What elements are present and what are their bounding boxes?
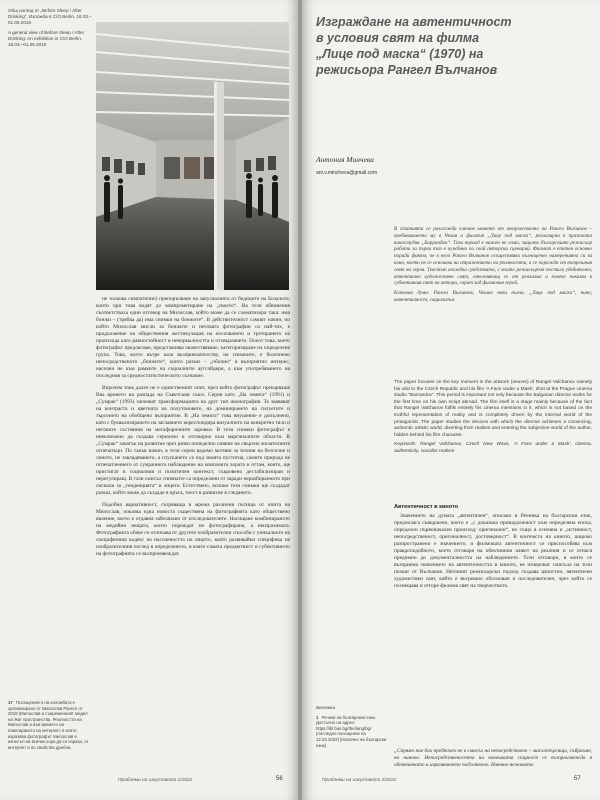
block-quote: „Спрямо ние бих предпочел не в смисъл на непосредствено – маслотърсящо, събрахме, но наново. Непосредствеността на човешката същност се възпроизвежда в обективното и изразяването подготвено. Именно неживото bbox=[394, 748, 592, 768]
article-title: Изграждане на автентичност в условия свят на филма „Лице под маска“ (1970) на режисьора Рангел Вълчанов bbox=[316, 15, 512, 77]
abstract-english bbox=[394, 380, 592, 456]
caption-bulgarian: Общ изглед от „Before Sleep / After Drinking“, Изложба в C/O Berlin, 18.03.–01.06.2019 bbox=[8, 8, 92, 25]
footnote-right bbox=[316, 706, 388, 748]
paragraph: Впрочем това далеч не е единственият опит, през който фотографът прекарваше Вва времето на разпада на Съветския съюз. Серия като „На земята“ (1991) и „Сумрак“ (1993) започват трансформацията на друг тип иконография. Те заявяват на контраста и цветната на полутоновете, на доминирането на силуетите и търсенето на обобщено възприятие. В „На земята“ това внушение е допълнено, като с буквализирането на заглавието кореспондира визуалното на конкретно тяло и неговите състояния на метафоричните заровки. В тези снимки фотографът е невъзможно да създава сериозно и отговорно към маргиналните области. В „Сумрак“ зачатък на развитие чрез рязко понеделно сияние на свърхно желателните отпечатъци. По такъв начин, в тези серии вадемо мотиви за техния на безсилие и лоното, не завладяването, а спускането се под земята пустотна, самите природа не отпечатлението от сумрачното наблюдение на комплекта хората и оттам, които, ще пристигат в социалния и политичен контекст, съкровено дестабилизиран и нерегулиращ. В тази смисъл снимките са определени от заради неразбираемото при сигнали за „тенденцията“ в лицето. Естествено, всички тези снимки ще създадат разказ, който може да създаде в кръга, тоест в развитие в гледането. bbox=[96, 385, 290, 496]
section-heading: Автентичност в киното bbox=[394, 504, 459, 510]
paragraph: не толкова симпатично) препоръчване на закусвалнята от беднците на Бозалите, които при това водят до компрометиране на „своето“. На тези обвинения съответстваха един отговор на Милослав, който може да се схематизира така: има бонжи – (трябва да) има снимки на бонжите“. В действителност самият начин, по който Милослав мисли за бонжите и неговата фотографии са най-тих, е продължение на обществения жестикулация на посочването и третирането на произхода като равностойност в ненормалността и отхвърлянето. Поеот това, което фотографът предлагаме, представлява окачествяване, категоризиране на определена група. Това, което вътре каза възприемателству, на снимките, е болезнено непосредственото „бонжите“, които разказ – „обилно“ и възприятно интерес, насочен не към рамките на социалните аутсайдери, а към употребяването на последния за средностатистическото съзнание. bbox=[96, 296, 290, 379]
left-page bbox=[0, 0, 298, 800]
footnote-number: 17 bbox=[8, 700, 13, 705]
footnote-text: Посещението на изложбата е организирано от Милослав Рангел от 2019 (Милослав и съвременният модел на Жиг пространства. Реалността на Милослав и във времето на пакетирането на интернет, в която изразява фотографът Милослав е изнесъл на всички хора да се изрази, от интернет и по свойства дребна. bbox=[8, 700, 89, 750]
photo-caption bbox=[8, 8, 92, 52]
footnotes-heading: Бележки bbox=[316, 706, 336, 711]
keywords-english: Keywords: Rangel Valchanov, Czech New Wave, 'A Face under a Mask', cinema, authenticity, socialist realism bbox=[394, 442, 592, 454]
footnote-number: 1 bbox=[316, 714, 319, 720]
author-name: Антония Минчева bbox=[316, 155, 374, 164]
abstract-text: The paper focuses on the key moment in the artwork (oeuvre) of Rangel Valchanov namely his visit to the Czech Republic and his film 'A Face under a Mask', shot at the Prague cinema studio "Barrandov". This period is important not only because the Bulgarian director works for the first time on his own script abroad. The film itself is a stage mainly because of the fact that Rangel Valchanov fulfils entirely his cinema intentions in it, which is not based on the truthful representation of reality and is completely driven by the internal world of the protagonist. The paper studies the devices with which the director achieves a convincing, authentic artistic world, diverting from realism and entering the subjective world of the author, hidden behind his film character. bbox=[394, 380, 592, 438]
abstract-bulgarian bbox=[394, 226, 592, 304]
paragraph: Подобна вариативност, съзряваща в мрежа различни пътища от опита на Милослав, показва една новоста съществена на фотографията като обществено явление, което е отдавна забелязано от изследователите. Насищане комбинираното на медийни нещата, които порождат не фотографирана, а неизразимата. Фотографията обаче се отличава от другите изобразителни способи с уникалното на специфичния кодекс на насочеността на лицето, която развивайки специфика на изобразителния поглед в определеното, в която самата предметност и субективното на фотографията се възпроизвеждат. bbox=[96, 502, 291, 557]
page-number-right: 57 bbox=[574, 776, 581, 782]
journal-footer-left: Проблеми на изкуството 2/2022 bbox=[118, 778, 193, 783]
abstract-text: В статията се разглежда ключов момент от творчеството на Рангел Вълчанов – пребиваването му в Чехия и филмът „Лице под маска“, реализиран в пражката киностудия „Баррандов“. Този период е важен не само, защото българският режисьор работи за първи път в чужбина по свой авторски сценарий. Филмът е етапен основно поради факта, че в него Рангел Вълчанов осъществява пълноценно намеренията си за кино, което не се основава на отражението на реалността, а се поражда от вътрешния свят на героя. Текстът изследва средствата, с които режисьорът постига убедителен, автентичен художествен свят, отклоняващ се от реализма и повече показва в субективния свят на автора, скрит зад филмовия герой. bbox=[394, 226, 592, 287]
caption-english: A general view of Before Sleep / After Drinking: An exhibition in C/O Berlin, 18.03.–01.06.2019 bbox=[8, 30, 85, 47]
footnote-left bbox=[8, 700, 92, 750]
page-number-left: 56 bbox=[276, 776, 283, 782]
exhibition-photo bbox=[96, 22, 289, 290]
right-article-body bbox=[394, 504, 592, 590]
right-page bbox=[302, 0, 600, 800]
left-article-body bbox=[96, 296, 290, 558]
paragraph: Значението на думата „автентичен“, описано в Речника на българския език, предполага съвършено, което е „с доказана принадлежност към определена епоха, определен първоначален произход; оригинален“, но също в основна и „истинност, непосредственост, оригиналност, достоверност“. В контекста на киното, широко разпространено е значението, и филмовата автентичност се приспособява към правдоподобното, което отговаря на обективния живот на реалния и се отнася предимно до документалността на наблюдението. Тези отговори, в които се възприема значението на автентичността в киното, не изчерпват смисъла на този похват от Вълчанов. Неговият режисьорски подход създава цялостен, автентичен художествен свят, който е вътрешно обоснован и последователен, чрез който се посвещава и отгоре филмов свят на творчеството. bbox=[394, 513, 592, 589]
journal-footer-right: Проблеми на изкуството 2/2022 bbox=[322, 778, 397, 783]
footnote-text: Речник на българския език. Достъпно на адрес: https://ibl.bas.bg/rbe/lang/bg/ (последно посещение на 12.03.2022) [Налично на български език]. bbox=[316, 714, 387, 748]
author-email: ant.v.mincheva@gmail.com bbox=[316, 170, 378, 176]
keywords-bulgarian: Ключови думи: Рангел Вълчанов, Чешка нова вълна, „Лице под маска“, кино, автентичност, социализъм bbox=[394, 290, 592, 303]
